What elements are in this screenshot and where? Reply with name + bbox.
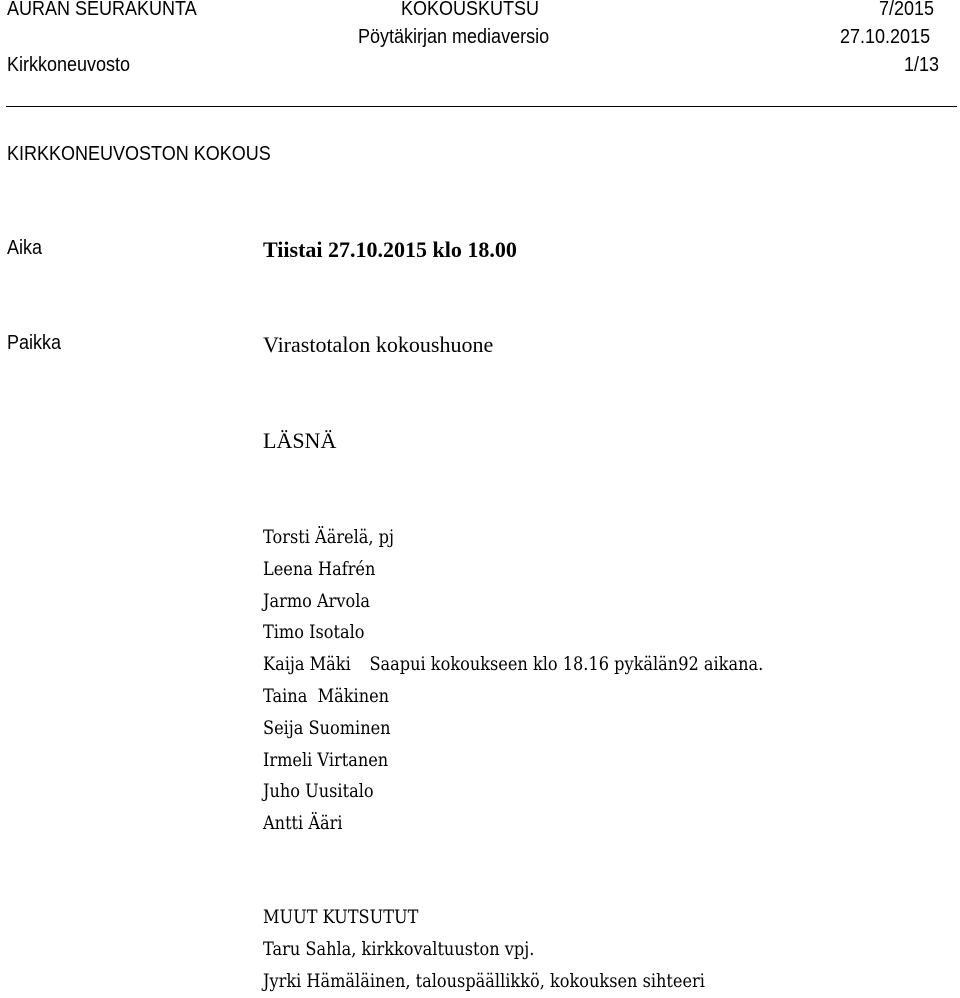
header-subtitle: Pöytäkirjan mediaversio xyxy=(358,26,550,48)
header-meeting-number: 7/2015 xyxy=(879,0,935,20)
present-members-list xyxy=(263,522,763,840)
member-name: Taina Mäkinen xyxy=(263,684,390,707)
member-name: Kaija Mäki xyxy=(263,653,351,676)
place-value: Virastotalon kokoushuone xyxy=(263,332,494,357)
place-label: Paikka xyxy=(7,332,62,354)
meeting-title: KIRKKONEUVOSTON KOKOUS xyxy=(7,143,271,165)
header-document-type: KOKOUSKUTSU xyxy=(401,0,540,20)
list-item xyxy=(263,808,763,840)
list-item: Jyrki Hämäläinen, talouspäällikkö, kokouksen sihteeri xyxy=(263,969,705,992)
member-name: Juho Uusitalo xyxy=(263,780,374,803)
list-item xyxy=(263,554,763,586)
list-item xyxy=(263,681,763,713)
member-name: Seija Suominen xyxy=(263,716,391,739)
other-invitees-section xyxy=(263,902,705,997)
list-item xyxy=(263,745,763,777)
header-divider xyxy=(6,106,957,107)
present-heading: LÄSNÄ xyxy=(263,428,337,453)
list-item xyxy=(263,649,763,681)
member-name: Torsti Äärelä, pj xyxy=(263,526,395,548)
list-item xyxy=(263,713,763,745)
time-value: Tiistai 27.10.2015 klo 18.00 xyxy=(263,237,517,262)
member-name: Irmeli Virtanen xyxy=(263,748,389,771)
list-item xyxy=(263,617,763,649)
member-name: Jarmo Arvola xyxy=(263,589,371,612)
other-invitees-heading: MUUT KUTSUTUT xyxy=(263,906,419,928)
member-name: Antti Ääri xyxy=(263,812,343,835)
header-page-number: 1/13 xyxy=(904,54,940,76)
member-note: Saapui kokoukseen klo 18.16 pykälän92 aikana. xyxy=(369,653,764,676)
list-item xyxy=(263,586,763,618)
header-organization: AURAN SEURAKUNTA xyxy=(7,0,197,20)
member-name: Leena Hafrén xyxy=(263,557,376,580)
header-body-name: Kirkkoneuvosto xyxy=(7,54,131,76)
time-label: Aika xyxy=(7,237,43,259)
list-item xyxy=(263,522,763,554)
list-item xyxy=(263,776,763,808)
member-name: Timo Isotalo xyxy=(263,621,365,644)
list-item: Taru Sahla, kirkkovaltuuston vpj. xyxy=(263,937,535,960)
header-date: 27.10.2015 xyxy=(840,26,931,48)
